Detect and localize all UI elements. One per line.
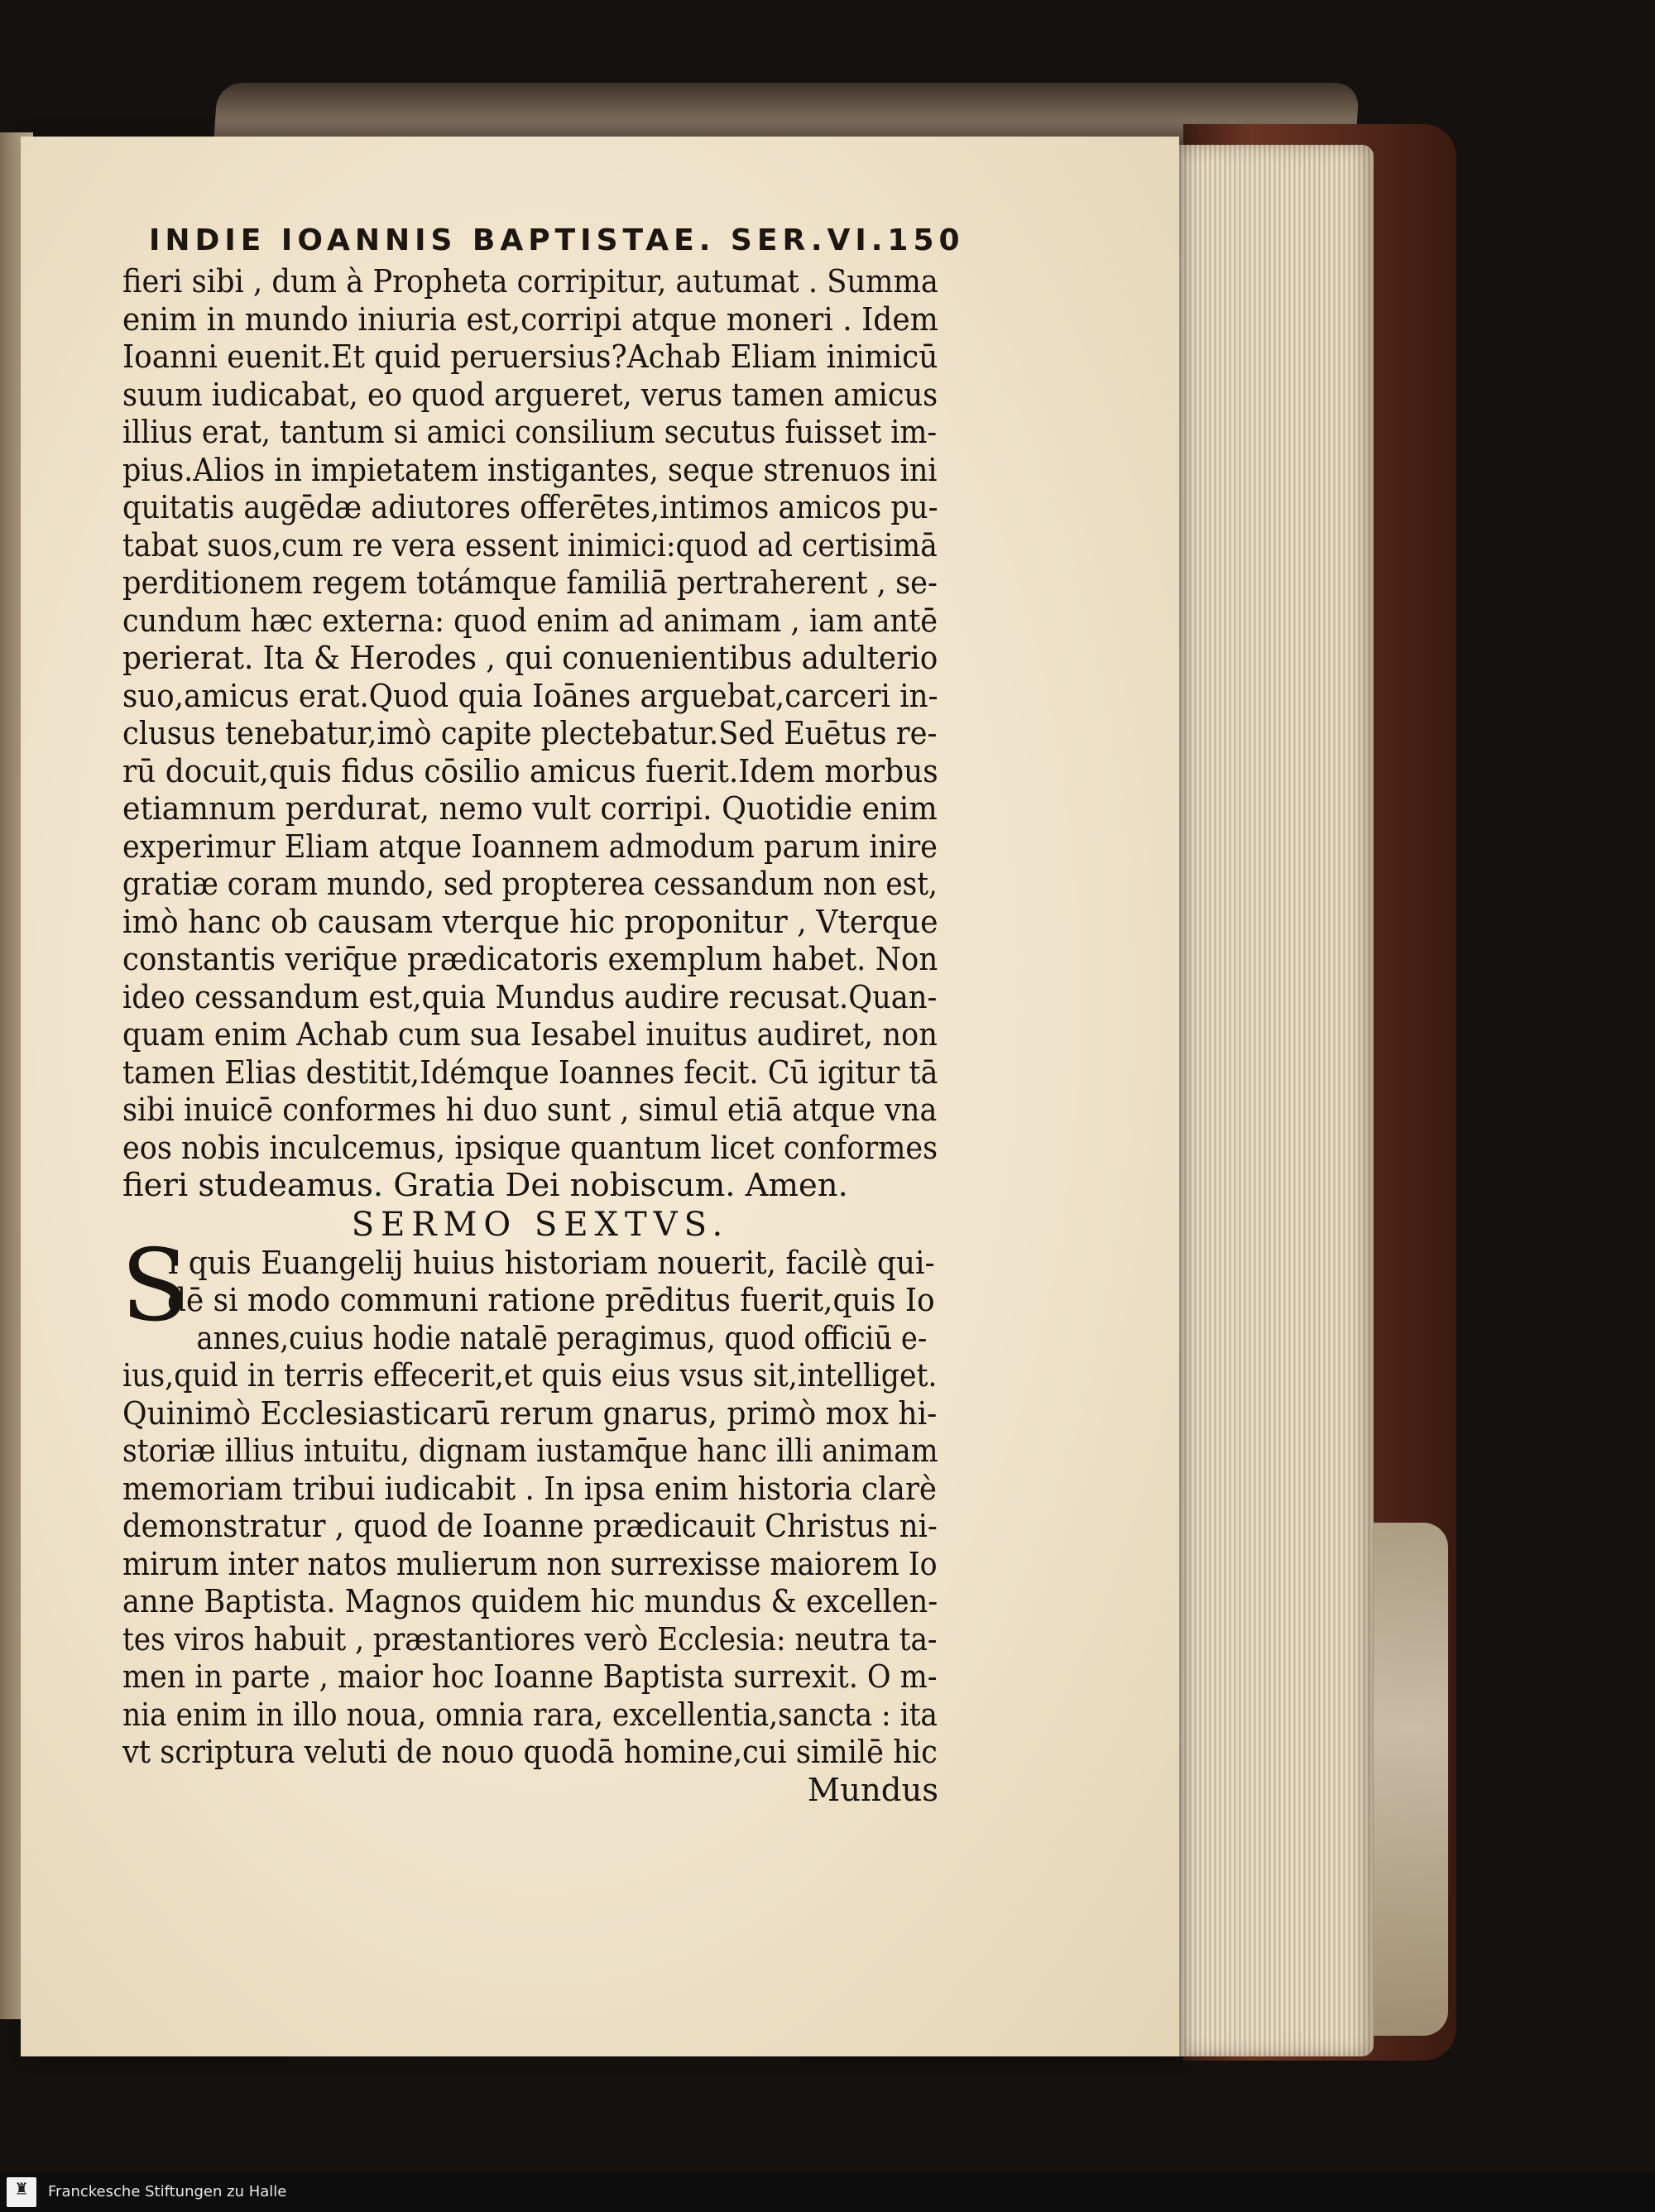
- text-line: mirum inter natos mulierum non surrexisse maiorem Io: [122, 1545, 938, 1583]
- text-line: tes viros habuit , præstantiores verò Ecclesia: neutra ta-: [122, 1620, 938, 1658]
- text-line: etiamnum perdurat, nemo vult corripi. Quotidie enim: [122, 790, 938, 828]
- section-heading: SERMO SEXTVS.: [351, 1205, 730, 1244]
- text-line: tamen Elias destitit,Idémque Ioannes fecit. Cū igitur tā: [122, 1053, 938, 1092]
- text-line: fieri studeamus. Gratia Dei nobiscum. Amen.: [122, 1167, 848, 1204]
- text-line: sibi inuicē conformes hi duo sunt , simul etiā atque vna: [122, 1092, 938, 1129]
- text-line: perditionem regem totámque familiā pertraherent , se-: [122, 564, 938, 602]
- text-lines-after-heading: [122, 1357, 942, 1772]
- catchword: Mundus: [807, 1771, 938, 1809]
- footer-bar: [0, 2172, 1655, 2212]
- text-line: clusus tenebatur,imò capite plectebatur.Sed Euētus re-: [122, 715, 938, 752]
- text-line: quitatis augēdæ adiutores offerētes,intimos amicos pu-: [122, 489, 938, 526]
- text-line: demonstratur , quod de Ioanne prædicauit Christus ni-: [122, 1508, 938, 1545]
- text-lines-before-heading: [122, 263, 942, 1205]
- text-line: imò hanc ob causam vterque hic proponitur , Vterque: [122, 903, 938, 941]
- foundation-logo-icon: ♜: [7, 2177, 36, 2207]
- text-line: fieri sibi , dum à Propheta corripitur, autumat . Summa: [122, 263, 938, 300]
- drop-cap-paragraph: [121, 1228, 942, 1358]
- text-line: constantis veriq̄ue prædicatoris exemplum habet. Non: [122, 941, 938, 978]
- text-line: gratiæ coram mundo, sed propterea cessandum non est,: [122, 866, 938, 903]
- text-line: dē si modo communi ratione prēditus fuerit,quis Io: [167, 1282, 935, 1319]
- text-line: rū docuit,quis fidus cōsilio amicus fuerit.Idem morbus: [122, 752, 938, 790]
- text-line: memoriam tribui iudicabit . In ipsa enim historia clarè: [122, 1470, 938, 1508]
- text-line: perierat. Ita & Herodes , qui conuenientibus adulterio: [122, 640, 938, 677]
- text-line: ideo cessandum est,quia Mundus audire recusat.Quan-: [122, 978, 938, 1016]
- footer-institution: Franckesche Stiftungen zu Halle: [48, 2183, 287, 2200]
- text-line: ius,quid in terris effecerit,et quis eius vsus sit,intelliget.: [122, 1357, 938, 1394]
- text-line: Ioanni euenit.Et quid peruersius?Achab Eliam inimicū: [122, 338, 938, 376]
- text-line: anne Baptista. Magnos quidem hic mundus & excellen-: [122, 1583, 938, 1620]
- text-line: illius erat, tantum si amici consilium secutus fuisset im-: [122, 414, 938, 451]
- text-line: pius.Alios in impietatem instigantes, seque strenuos ini: [122, 451, 938, 489]
- text-line: men in parte , maior hoc Ioanne Baptista surrexit. O m-: [122, 1658, 938, 1696]
- drop-cap: S: [121, 1228, 189, 1344]
- text-line: eos nobis inculcemus, ipsique quantum licet conformes: [122, 1129, 938, 1167]
- text-line: annes,cuius hodie natalē peragimus, quod officiū e-: [196, 1319, 928, 1357]
- page-block-edge: [1167, 145, 1374, 2056]
- text-line: vt scriptura veluti de nouo quodā homine,cui similē hic: [122, 1734, 938, 1771]
- text-line: Quinimò Ecclesiasticarū rerum gnarus, primò mox hi-: [122, 1394, 938, 1432]
- text-line: quam enim Achab cum sua Iesabel inuitus audiret, non: [122, 1016, 938, 1053]
- body-text: [122, 263, 942, 1809]
- text-line: experimur Eliam atque Ioannem admodum parum inire: [122, 828, 938, 866]
- text-line: I quis Euangelij huius historiam nouerit, facilè qui-: [167, 1244, 935, 1282]
- running-head: INDIE IOANNIS BAPTISTAE. SER.VI.150: [149, 223, 965, 257]
- text-line: enim in mundo iniuria est,corripi atque moneri . Idem: [122, 300, 938, 338]
- text-line: suum iudicabat, eo quod argueret, verus tamen amicus: [122, 376, 938, 414]
- text-line: suo,amicus erat.Quod quia Ioānes arguebat,carceri in-: [122, 677, 938, 715]
- text-line: storiæ illius intuitu, dignam iustamq̄ue hanc illi animam: [122, 1432, 938, 1470]
- text-line: nia enim in illo noua, omnia rara, excellentia,sancta : ita: [122, 1696, 938, 1734]
- text-line: cundum hæc externa: quod enim ad animam , iam antē: [122, 602, 938, 640]
- text-line: tabat suos,cum re vera essent inimici:quod ad certisimā: [122, 526, 938, 564]
